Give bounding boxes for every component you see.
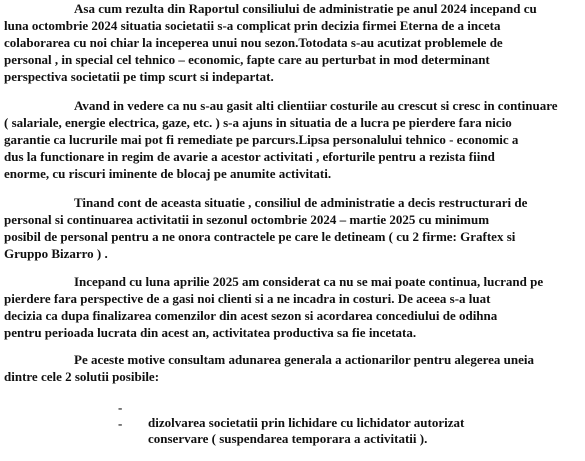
paragraph-line: luna octombrie 2024 situatia societatii s-a complicat prin decizia firmei Eterna de a inceta [4, 18, 501, 33]
paragraph-line: Gruppo Bizarro ) . [4, 246, 108, 261]
list-item-text: dizolvarea societatii prin lichidare cu lichidator autorizat [148, 415, 465, 430]
dash-bullet: - [118, 400, 123, 415]
paragraph-line: Avand in vedere ca nu s-au gasit alti clientiiar costurile au crescut si cresc in continuare [74, 98, 558, 113]
paragraph-line: personal , in special cel tehnico – economic, fapte care au perturbat in mod determinant [4, 52, 490, 67]
paragraph-line: perspectiva societatii pe timp scurt si indepartat. [4, 69, 274, 84]
paragraph-line: dintre cele 2 solutii posibile: [4, 369, 160, 384]
list-item-text: conservare ( suspendarea temporara a activitatii ). [148, 431, 428, 446]
paragraph-line: colaborarea cu noi chiar la inceperea unui nou sezon.Totodata s-au acutizat problemele de [4, 35, 503, 50]
paragraph-line: Incepand cu luna aprilie 2025 am considerat ca nu se mai poate continua, lucrand pe [74, 274, 544, 289]
paragraph-line: Tinand cont de aceasta situatie , consiliul de administratie a decis restructurari de [74, 195, 528, 210]
paragraph-line: garantie ca lucrurile mai pot fi remediate pe parcurs.Lipsa personalului tehnico - economic a [4, 132, 519, 147]
paragraph-line: Pe aceste motive consultam adunarea generala a actionarilor pentru alegerea uneia [74, 352, 534, 367]
paragraph-line: enorme, cu riscuri iminente de blocaj pe anumite activitati. [4, 166, 332, 181]
dash-bullet: - [118, 416, 123, 431]
paragraph-line: posibil de personal pentru a ne onora contractele pe care le detineam ( cu 2 firme: Graftex si [4, 229, 516, 244]
paragraph-line: decizia ca dupa finalizarea comenzilor din acest sezon si acordarea concediului de odihna [4, 308, 498, 323]
paragraph-line: ( salariale, energie electrica, gaze, etc. ) s-a ajuns in situatia de a lucra pe pierdere fara nicio [4, 115, 512, 130]
paragraph-line: pierdere fara perspective de a gasi noi clienti si a ne incadra in costuri. De aceea s-a luat [4, 291, 491, 306]
paragraph-line: personal si continuarea activitatii in sezonul octombrie 2024 – martie 2025 cu minimum [4, 212, 490, 227]
paragraph-line: Asa cum rezulta din Raportul consiliului de administratie pe anul 2024 incepand cu [74, 1, 537, 16]
paragraph-line: dus la functionare in regim de avarie a acestor activitati , eforturile pentru a rezista fiind [4, 149, 495, 164]
paragraph-line: pentru perioada lucrata din acest an, activitatea productiva sa fie incetata. [4, 325, 417, 340]
